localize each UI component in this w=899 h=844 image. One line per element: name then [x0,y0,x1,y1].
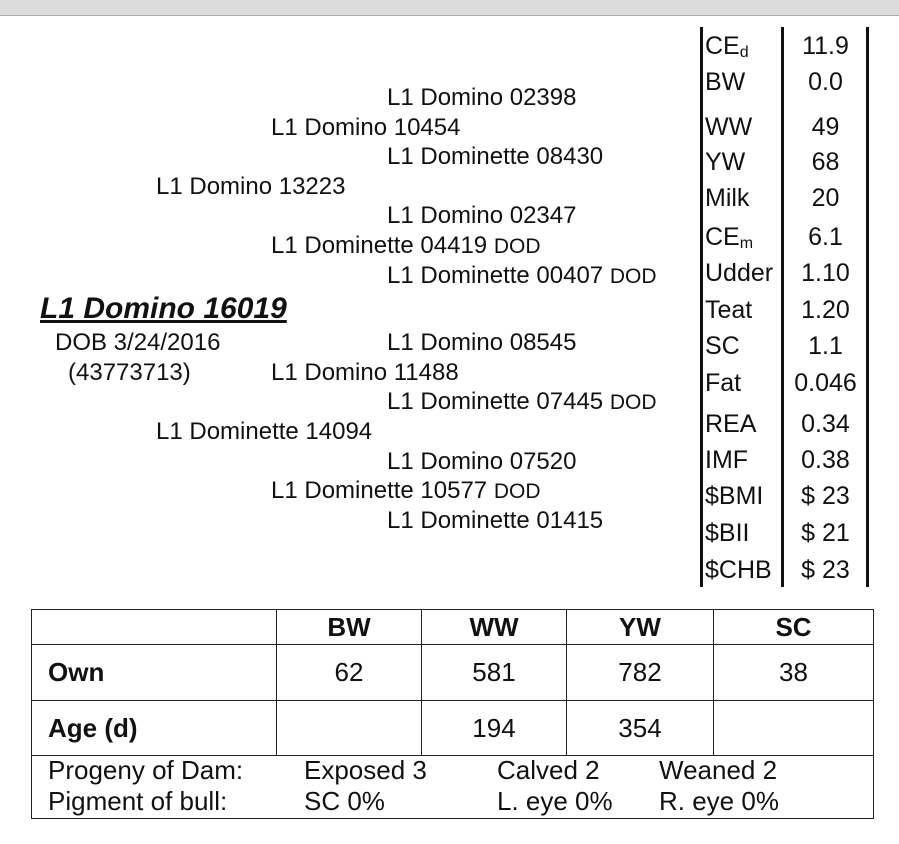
own-sc: 38 [714,645,874,701]
header-sc: SC [714,610,874,645]
epd-label-text: Udder [705,259,774,287]
epd-label-text: WW [705,113,753,141]
epd-value: $ 23 [801,556,850,584]
dam-dam-sire: L1 Domino 07520 [387,448,577,475]
header-ww: WW [422,610,567,645]
epd-label-subscript: m [739,235,754,252]
age-ww: 194 [422,701,567,756]
registration-number: (43773713) [68,359,191,386]
epd-value: $ 23 [801,482,850,510]
pigment-sc: SC 0% [304,786,385,816]
epd-value: 1.10 [801,259,850,287]
epd-left-border [700,27,703,587]
epd-right-border [866,27,869,587]
own-bw: 62 [277,645,422,701]
age-bw [277,701,422,756]
epd-label [705,410,756,439]
epd-label [705,184,749,213]
epd-value: 1.20 [801,296,850,324]
performance-table [31,609,874,756]
progeny-footer [31,756,874,819]
sire-sire: L1 Domino 10454 [271,114,461,141]
epd-label-text: REA [705,410,757,438]
epd-label [705,519,749,548]
epd-label-text: $BMI [705,482,764,510]
epd-value: 1.1 [808,332,843,360]
dam-dam [271,477,541,506]
epd-value: 0.38 [801,446,850,474]
sire-dam-dam [387,262,657,291]
epd-label [705,259,773,288]
epd-label [705,223,753,253]
epd-label [705,296,752,325]
dam-sire: L1 Domino 11488 [271,359,459,386]
epd-value: 0.046 [794,369,857,397]
epd-label-text: $BII [705,519,750,547]
age-sc [714,701,874,756]
epd-value: 6.1 [808,223,843,251]
epd-label-text: YW [705,148,746,176]
sire-dam [271,232,541,261]
own-yw: 782 [567,645,714,701]
sire-dam-name: L1 Dominette 04419 [271,232,488,259]
sire-dam-suffix: DOD [493,235,541,258]
progeny-label: Progeny of Dam: [48,755,244,785]
sire: L1 Domino 13223 [156,173,346,200]
epd-value: 0.34 [801,410,850,438]
epd-label-text: Teat [705,296,753,324]
dam-sire-dam-name: L1 Dominette 07445 [387,388,604,415]
epd-label [705,32,749,62]
sire-dam-dam-name: L1 Dominette 00407 [387,262,604,289]
epd-label-text: CE [705,32,740,60]
epd-value: 20 [811,184,840,212]
sire-dam-dam-suffix: DOD [609,265,657,288]
dam-sire-dam-suffix: DOD [609,391,657,414]
epd-value: 0.0 [808,68,843,96]
weaned-count: Weaned 2 [659,755,778,785]
epd-value: 68 [811,148,840,176]
epd-label-text: Fat [705,369,742,397]
age-yw: 354 [567,701,714,756]
table-row [32,701,874,756]
sire-sire-dam: L1 Dominette 08430 [387,143,604,170]
epd-label [705,369,741,398]
table-row [32,645,874,701]
epd-label-text: $CHB [705,556,772,584]
epd-label [705,482,763,511]
header-blank [32,610,277,645]
pigment-left-eye: L. eye 0% [497,786,613,816]
row-label-own: Own [32,645,277,701]
epd-label-text: SC [705,332,740,360]
epd-label [705,148,745,177]
epd-label-subscript: d [739,44,749,61]
dam-dam-suffix: DOD [493,480,541,503]
sire-sire-sire: L1 Domino 02398 [387,84,577,111]
epd-label-text: BW [705,68,746,96]
epd-value: 11.9 [802,32,849,60]
epd-label-text: Milk [705,184,750,212]
animal-name: L1 Domino 16019 [40,292,287,325]
epd-label-text: CE [705,223,740,251]
epd-label [705,68,745,97]
calved-count: Calved 2 [497,755,600,785]
pigment-label: Pigment of bull: [48,786,228,816]
dam-dam-name: L1 Dominette 10577 [271,477,488,504]
pigment-right-eye: R. eye 0% [659,786,779,816]
epd-value: 49 [811,113,840,141]
sire-dam-sire: L1 Domino 02347 [387,202,577,229]
own-ww: 581 [422,645,567,701]
exposed-count: Exposed 3 [304,755,427,785]
epd-label [705,446,748,475]
epd-label [705,332,740,361]
dam-dam-dam: L1 Dominette 01415 [387,507,604,534]
dam-sire-dam [387,388,657,417]
epd-label [705,113,752,142]
dam: L1 Dominette 14094 [156,418,373,445]
window-top-bar [0,0,899,16]
epd-label [705,556,772,585]
row-label-age: Age (d) [32,701,277,756]
epd-label-text: IMF [705,446,749,474]
epd-divider [781,27,784,587]
dam-sire-sire: L1 Domino 08545 [387,329,577,356]
epd-value: $ 21 [801,519,850,547]
header-yw: YW [567,610,714,645]
date-of-birth: DOB 3/24/2016 [55,329,221,356]
header-bw: BW [277,610,422,645]
